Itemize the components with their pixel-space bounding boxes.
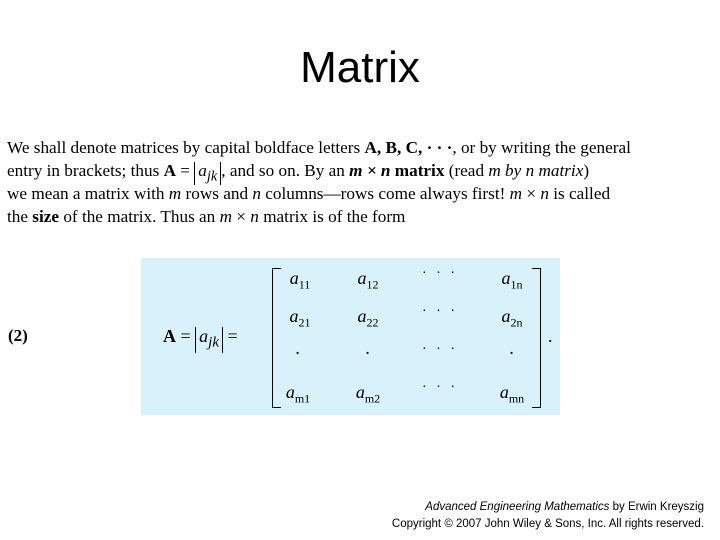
entry-subscript: m1 — [294, 391, 311, 406]
entry-letter: a — [289, 268, 299, 288]
bold-matrix-letters: A, B, C, · · · — [364, 138, 453, 157]
paragraph-line-1 — [7, 136, 713, 159]
matrix-entry: . — [509, 338, 515, 358]
matrix-dots: · · · — [422, 266, 458, 281]
text-span: , or by writing the general — [452, 138, 631, 157]
matrix-entry — [482, 382, 542, 407]
book-author: by Erwin Kreyszig — [609, 501, 704, 513]
entry-subscript: jk — [206, 168, 218, 185]
entry-letter: a — [499, 382, 509, 402]
italic-reading: m by n matrix — [488, 161, 584, 180]
text-span: × — [232, 207, 251, 226]
entry-subscript: 11 — [298, 277, 311, 292]
entry-letter: a — [501, 268, 511, 288]
bold-size: size — [32, 207, 60, 226]
entry-symbol: a — [198, 161, 207, 180]
footer-citation — [392, 499, 704, 516]
matrix-dots: · · · — [422, 342, 458, 357]
italic-m: m — [219, 207, 232, 226]
matrix-entry — [482, 306, 542, 331]
matrix-A: A — [163, 326, 176, 346]
matrix-dots: · · · — [422, 304, 458, 319]
italic-n: n — [540, 184, 549, 203]
equation-lhs — [163, 326, 238, 353]
paragraph-line-4 — [7, 205, 713, 228]
entry-subscript: 22 — [366, 315, 379, 330]
matrix-entry — [482, 268, 542, 293]
lhs-subscript: jk — [208, 334, 219, 351]
italic-n: n — [252, 184, 261, 203]
matrix-entry — [338, 268, 398, 293]
text-span: entry in brackets; thus — [7, 161, 164, 180]
matrix-entry — [338, 382, 398, 407]
entry-letter: a — [357, 268, 367, 288]
matrix-entry: . — [295, 338, 301, 358]
entry-letter: a — [357, 306, 367, 326]
slide-footer — [392, 499, 704, 533]
matrix-entry — [270, 268, 330, 293]
bold-matrix-word: matrix — [390, 161, 445, 180]
italic-n: n — [250, 207, 259, 226]
entry-letter: a — [285, 382, 295, 402]
italic-m: m — [168, 184, 182, 203]
paragraph-line-3 — [7, 182, 713, 205]
entry-letter: a — [355, 382, 365, 402]
text-span: We shall denote matrices by capital boldface letters — [7, 138, 365, 157]
entry-subscript: mn — [508, 391, 525, 406]
equals-sign: = — [222, 326, 238, 346]
lhs-entry: a — [199, 326, 209, 346]
equation-number: (2) — [8, 326, 28, 345]
book-title: Advanced Engineering Mathematics — [425, 501, 610, 513]
matrix-entry — [270, 306, 330, 331]
equals-sign: = — [176, 326, 196, 346]
entry-letter: a — [501, 306, 511, 326]
bold-italic-m-n: m × n — [349, 161, 391, 180]
matrix-entry — [268, 382, 328, 407]
lhs-bracket — [195, 327, 223, 353]
slide-title: Matrix — [300, 43, 420, 92]
text-span: we mean a matrix with — [7, 184, 169, 203]
text-span: ) — [583, 161, 590, 180]
entry-letter: a — [289, 306, 299, 326]
text-span: , and so on. By an — [221, 161, 350, 180]
text-span: of the matrix. Thus an — [59, 207, 220, 226]
text-span: = — [175, 161, 195, 180]
italic-m: m — [509, 184, 523, 203]
matrix-entry: . — [365, 338, 371, 358]
paragraph-line-2 — [7, 159, 713, 185]
matrix-entry — [338, 306, 398, 331]
entry-subscript: m2 — [364, 391, 381, 406]
text-span: the — [7, 207, 33, 226]
entry-subscript: 1n — [510, 277, 523, 292]
text-span: rows and — [181, 184, 253, 203]
entry-subscript: 12 — [366, 277, 379, 292]
text-span: (read — [444, 161, 489, 180]
footer-copyright: Copyright © 2007 John Wiley & Sons, Inc. All rights reserved. — [391, 518, 704, 530]
text-span: is called — [548, 184, 611, 203]
entry-subscript: 21 — [298, 315, 311, 330]
definition-paragraph — [7, 136, 713, 228]
entry-subscript: 2n — [510, 315, 523, 330]
bold-A: A — [163, 161, 176, 180]
text-span: columns—rows come always first! — [260, 184, 510, 203]
matrix-dots: · · · — [422, 380, 458, 395]
text-span: × — [522, 184, 541, 203]
text-span: matrix is of the form — [258, 207, 406, 226]
equation-period: . — [548, 326, 553, 346]
